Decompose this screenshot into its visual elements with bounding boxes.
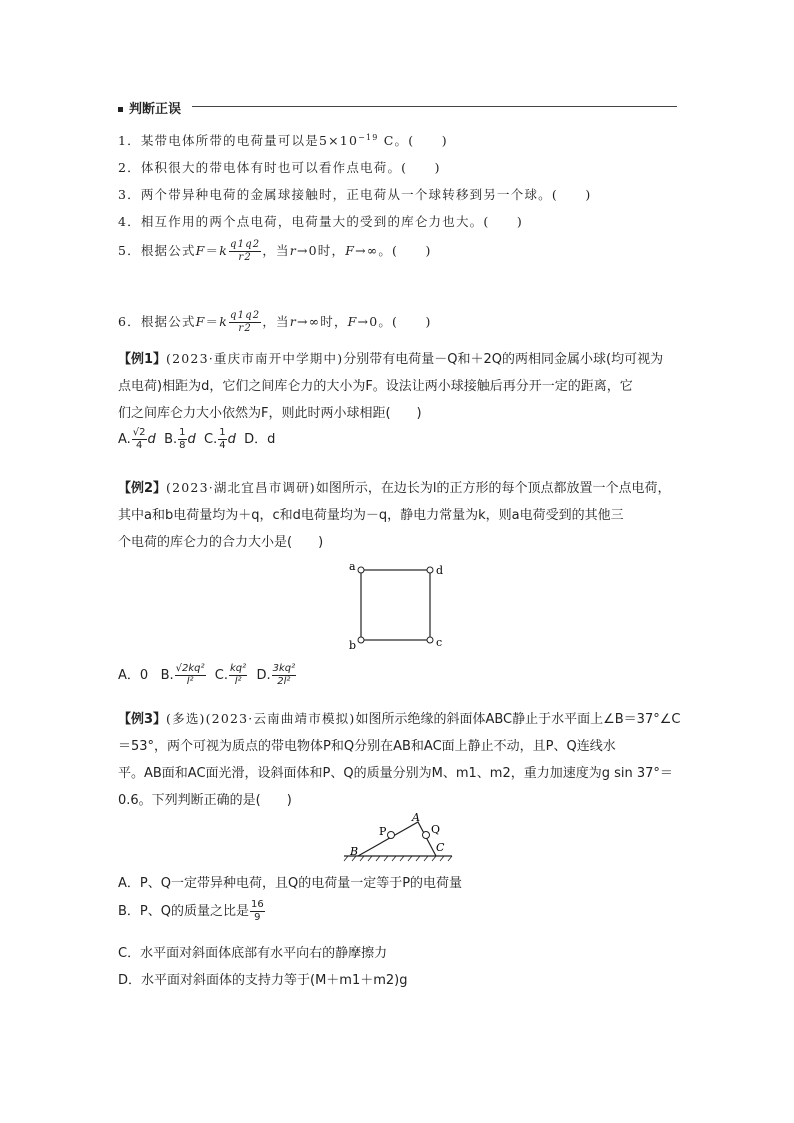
judge-item-6: 6．根据公式F＝k $\frac{q1q2}{r2}$ ，当r→∞时，F→0。( ) [118, 310, 432, 334]
example2-options: A．0 B. $\frac{\text{√2kq²}}{\text{l²}}$ C. $\frac{\text{kq²}}{\text{l²}}$ D. $\frac{\text{3kq²}}{\text{2l²}}$ [118, 663, 296, 687]
example1-tag: 【例1】 [118, 352, 167, 367]
vertex-c-label: c [436, 636, 443, 649]
incline-diagram [340, 812, 455, 862]
judge-item-3: 3．两个带异种电荷的金属球接触时，正电荷从一个球转移到另一个球。( ) [118, 187, 592, 202]
section-bullet [118, 107, 123, 112]
example2-source: (2023·湖北宜昌市调研) [166, 480, 316, 495]
example2-line2: 其中a和b电荷量均为＋q，c和d电荷量均为－q，静电力常量为k，则a电荷受到的其他三 [118, 508, 624, 523]
judge-item-2: 2．体积很大的带电体有时也可以看作点电荷。( ) [118, 160, 441, 175]
example3-line3: 平。AB面和AC面光滑，设斜面体和P、Q的质量分别为M、m1、m2，重力加速度为g sin 37°＝ [118, 766, 673, 781]
example3-source: (多选)(2023·云南曲靖市模拟) [166, 711, 356, 726]
section-divider [192, 106, 677, 107]
vertex-B-label: B [350, 845, 359, 858]
example3-option-d: D．水平面对斜面体的支持力等于(M＋m1＋m2)g [118, 973, 408, 988]
vertex-b-label: b [349, 639, 357, 652]
mass-P-label: P [379, 825, 387, 838]
example3-option-c: C．水平面对斜面体底部有水平向右的静摩擦力 [118, 946, 388, 961]
vertex-A-label: A [412, 812, 420, 824]
example3-line1: 【例3】(多选)(2023·云南曲靖市模拟)如图所示绝缘的斜面体ABC静止于水平面上∠B＝37°∠C [118, 711, 681, 727]
example3-line4: 0.6。下列判断正确的是( ) [118, 793, 292, 808]
square-charge-diagram [345, 560, 445, 652]
mass-Q-label: Q [431, 823, 441, 836]
example3-option-a: A．P、Q一定带异种电荷，且Q的电荷量一定等于P的电荷量 [118, 876, 463, 891]
example1-line3: 们之间库仑力大小依然为F，则此时两小球相距( ) [118, 406, 422, 421]
example1-options: A. $\frac{√2}{4}$ d B. $\frac{1}{8}$ d C. $\frac{1}{4}$ d D．d [118, 427, 276, 451]
judge-item-5: 5．根据公式F＝k $\frac{q1q2}{r2}$ ，当r→0时，F→∞。( ) [118, 239, 432, 263]
example3-option-b: B．P、Q的质量之比是 $\frac{16}{9}$ [118, 899, 264, 923]
coulomb-formula-fraction: $\frac{q1q2}{r2}$ [230, 239, 261, 263]
example2-line3: 个电荷的库仑力的合力大小是( ) [118, 535, 324, 550]
section-title: 判断正误 [129, 102, 182, 117]
example3-line2: ＝53°，两个可视为质点的带电物体P和Q分别在AB和AC面上静止不动，且P、Q连线水 [118, 739, 616, 754]
example1-source: (2023·重庆市南开中学期中) [166, 351, 344, 366]
judge-item-1: 1．某带电体所带的电荷量可以是$5\times 10^{-19}$ C。( ) [118, 132, 448, 148]
vertex-C-label: C [436, 841, 445, 854]
example2-line1: 【例2】(2023·湖北宜昌市调研)如图所示，在边长为l的正方形的每个顶点都放置一个点电荷， [118, 480, 671, 496]
example2-tag: 【例2】 [118, 481, 167, 496]
coulomb-formula-fraction: $\frac{q1q2}{r2}$ [230, 310, 261, 334]
judge-item-4: 4．相互作用的两个点电荷，电荷量大的受到的库仑力也大。( ) [118, 214, 523, 229]
vertex-d-label: d [436, 564, 444, 577]
example3-tag: 【例3】 [118, 712, 167, 727]
example1-line1: 【例1】(2023·重庆市南开中学期中)分别带有电荷量－Q和＋2Q的两相同金属小球(均可视为 [118, 351, 664, 367]
vertex-a-label: a [349, 560, 356, 573]
section-header [118, 98, 181, 117]
example1-line2: 点电荷)相距为d，它们之间库仑力的大小为F。设法让两小球接触后再分开一定的距离，它 [118, 379, 633, 394]
